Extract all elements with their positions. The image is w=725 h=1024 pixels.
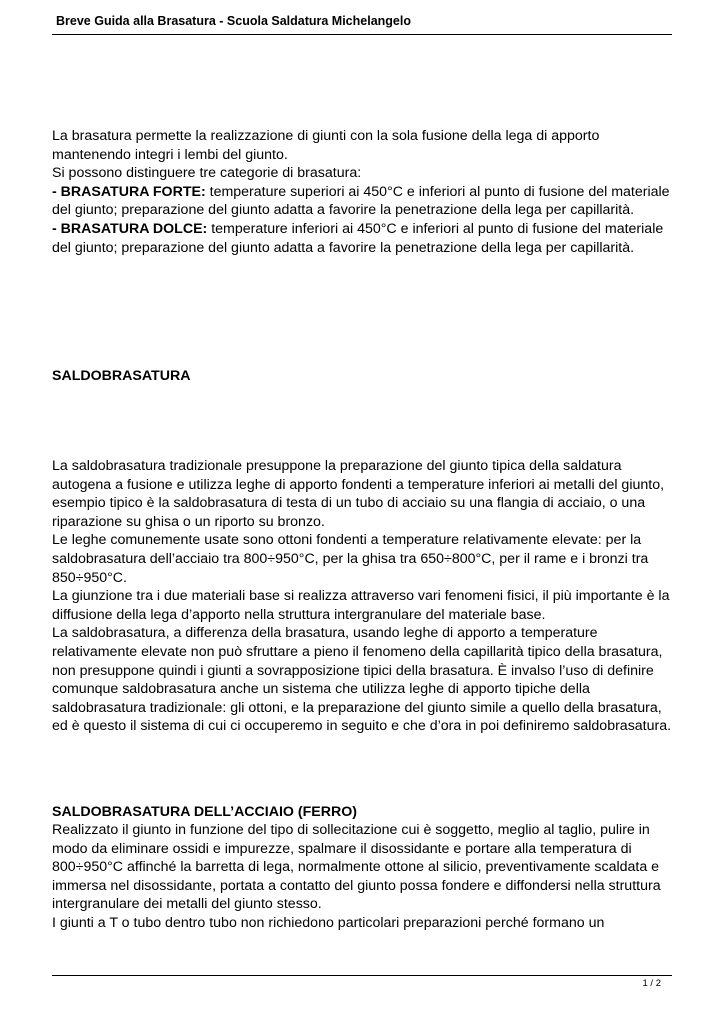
brasatura-forte-text: temperature superiori ai 450°C e inferiori al punto di fusione del materiale del giunto; preparazione del giunto adatta a favorire la penetrazione della lega per capillarità. <box>52 183 670 219</box>
page-header-title: Breve Guida alla Brasatura - Scuola Saldatura Michelangelo <box>56 14 411 28</box>
saldobrasatura-section <box>52 457 677 736</box>
footer-divider <box>52 975 672 976</box>
brasatura-forte-label: - BRASATURA FORTE: <box>52 183 206 200</box>
saldobrasatura-paragraph-2: Le leghe comunemente usate sono ottoni fondenti a temperature relativamente elevate: per la saldobrasatura dell’acciaio tra 800÷950°C, per la ghisa tra 650÷800°C, per il rame e i bronzi tra 850÷950°C. <box>52 532 649 586</box>
brasatura-forte-item <box>52 183 677 220</box>
saldobrasatura-paragraph-4: La saldobrasatura, a differenza della brasatura, usando leghe di apporto a temperature relativamente elevate non può sfruttare a pieno il fenomeno della capillarità tipico della brasatura, non presuppone quindi i giunti a sovrapposizione tipici della brasatura. È invalso l’uso di definire comunque saldobrasatura anche un sistema che utilizza leghe di apporto tipiche della saldobrasatura tradizionale: gli ottoni, e la preparazione del giunto simile a quello della brasatura, ed è questo il sistema di cui ci occuperemo in seguito e che d’ora in poi definiremo saldobrasatura. <box>52 625 672 735</box>
intro-paragraph-2: Si possono distinguere tre categorie di brasatura: <box>52 165 362 182</box>
section-heading-acciaio: SALDOBRASATURA DELL’ACCIAIO (FERRO) <box>52 804 358 820</box>
brasatura-dolce-label: - BRASATURA DOLCE: <box>52 220 208 237</box>
saldobrasatura-paragraph-3: La giunzione tra i due materiali base si realizza attraverso vari fenomeni fisici, il più importante è la diffusione della lega d’apporto nella struttura intergranulare del materiale base. <box>52 588 670 623</box>
brasatura-dolce-item <box>52 220 677 257</box>
saldobrasatura-paragraph-1: La saldobrasatura tradizionale presuppone la preparazione del giunto tipica della saldatura autogena a fusione e utilizza leghe di apporto fondenti a temperature inferiori ai metalli del giunto, esempio tipico è la saldobrasatura di testa di un tubo di acciaio su una flangia di acciaio, o una riparazione su ghisa o un riporto su bronzo. <box>52 458 665 530</box>
header-divider <box>52 34 672 35</box>
acciaio-paragraph-1: Realizzato il giunto in funzione del tipo di sollecitazione cui è soggetto, meglio al taglio, pulire in modo da eliminare ossidi e impurezze, spalmare il disossidante e portare alla temperatura di 800÷950°C affinché la barretta di lega, normalmente ottone al silicio, preventivamente scaldata e immersa nel disossidante, portata a contatto del giunto possa fondere e diffondersi nella struttura intergranulare dei metalli del giunto stesso. <box>52 822 661 913</box>
acciaio-section <box>52 821 677 933</box>
page-number: 1 / 2 <box>642 978 661 989</box>
section-heading-saldobrasatura: SALDOBRASATURA <box>52 368 191 384</box>
intro-paragraph-1: La brasatura permette la realizzazione di giunti con la sola fusione della lega di apporto mantenendo integri i lembi del giunto. <box>52 128 600 163</box>
brasatura-dolce-text: temperature inferiori ai 450°C e inferiori al punto di fusione del materiale del giunto; preparazione del giunto adatta a favorire la penetrazione della lega per capillarità. <box>52 220 664 256</box>
intro-section <box>52 127 677 257</box>
acciaio-paragraph-2: I giunti a T o tubo dentro tubo non richiedono particolari preparazioni perché formano un <box>52 914 605 931</box>
